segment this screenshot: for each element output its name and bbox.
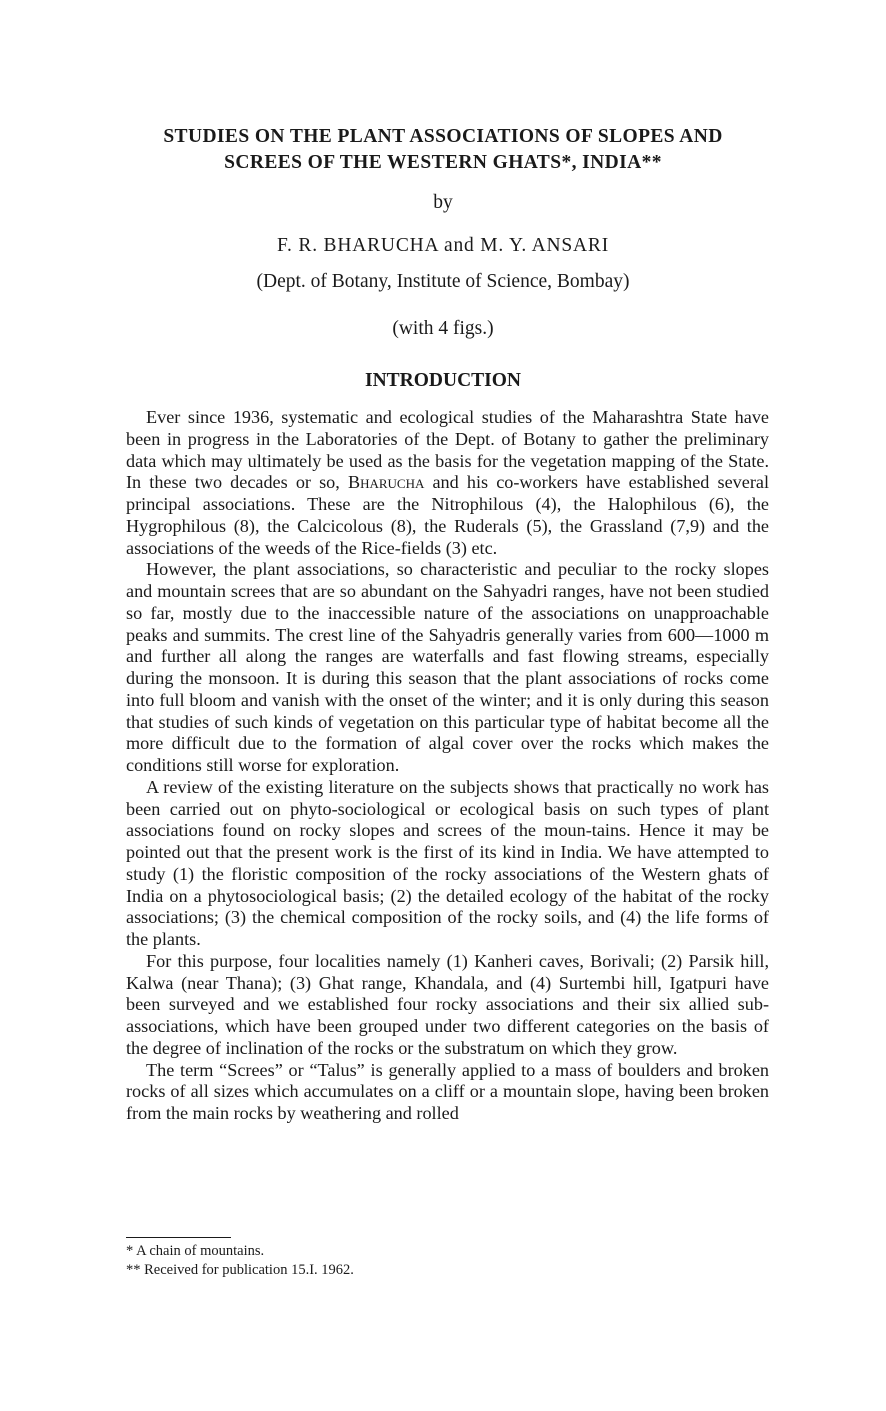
article-body — [126, 407, 769, 1125]
footnotes — [126, 1242, 769, 1280]
footnote-1: * A chain of mountains. — [126, 1243, 265, 1259]
byline-by: by — [433, 192, 453, 213]
affiliation: (Dept. of Botany, Institute of Science, Bombay) — [256, 271, 630, 292]
article-title — [100, 124, 786, 176]
paragraph-3: A review of the existing literature on the subjects shows that practically no work has been carried out on phyto-sociological or ecological basis on such types of plant associations found on rocky slopes and screes of the moun-tains. Hence it may be pointed out that the present work is the first of its kind in India. We have attempted to study (1) the floristic composition of the rocky associations of the Western ghats of India on a phytosociological basis; (2) the detailed ecology of the habitat of the rocky associations; (3) the chemical composition of the rocky soils, and (4) the life forms of the plants. — [126, 776, 769, 949]
article-title-line-1: STUDIES ON THE PLANT ASSOCIATIONS OF SLOPES AND — [163, 126, 723, 147]
article-title-line-2: SCREES OF THE WESTERN GHATS*, INDIA** — [224, 152, 662, 173]
footnote-2: ** Received for publication 15.I. 1962. — [126, 1262, 354, 1278]
authors: F. R. BHARUCHA and M. Y. ANSARI — [276, 235, 610, 256]
paragraph-2: However, the plant associations, so characteristic and peculiar to the rocky slopes and mountain screes that are so abundant on the Sahyadri ranges, have not been studied so far, mostly due to the inaccessible nature of the associations on unapproachable peaks and summits. The crest line of the Sahyadris generally varies from 600—1000 m and further all along the ranges are waterfalls and fast flowing streams, especially during the monsoon. It is during this season that the plant associations of rocks come into full bloom and vanish with the onset of the winter; and it is only during this season that studies of such kinds of vegetation on this particular type of habitat become all the more difficult due to the formation of algal cover over the rocks which makes the conditions still worse for exploration. — [126, 559, 769, 775]
figures-note: (with 4 figs.) — [392, 318, 494, 339]
section-heading-introduction: INTRODUCTION — [364, 370, 522, 391]
paragraph-1 — [126, 407, 769, 559]
paragraph-1-text-a: Ever since 1936, systematic and ecological studies of the Maharashtra State have been in progress in the Laboratories of the Dept. of Botany to gather the preliminary data which may ultimately be used as the basis for the vegetation mapping of the State. In these two decades or so, — [126, 407, 769, 493]
author-name-small-caps: Bharucha — [347, 472, 425, 493]
paragraph-4: For this purpose, four localities namely (1) Kanheri caves, Borivali; (2) Parsik hill, Kalwa (near Thana); (3) Ghat range, Khandala, and (4) Surtembi hill, Igatpuri have been surveyed and we established four rocky associations and their six allied sub-associations, which have been grouped under two different categories on the basis of the degree of inclination of the rocks or the substratum on which they grow. — [126, 950, 769, 1058]
paragraph-5: The term “Screes” or “Talus” is generally applied to a mass of boulders and broken rocks of all sizes which accumulates on a cliff or a mountain slope, having been broken from the main rocks by weathering and rolled — [126, 1059, 769, 1123]
paragraph-1-text-b: and his co-workers have established several principal associations. These are the Nitrophilous (4), the Halophilous (6), the Hygrophilous (8), the Calcicolous (8), the Ruderals (5), the Grassland (7,9) and the associations of the weeds of the Rice-fields (3) etc. — [126, 472, 770, 558]
footnote-divider — [126, 1237, 231, 1238]
